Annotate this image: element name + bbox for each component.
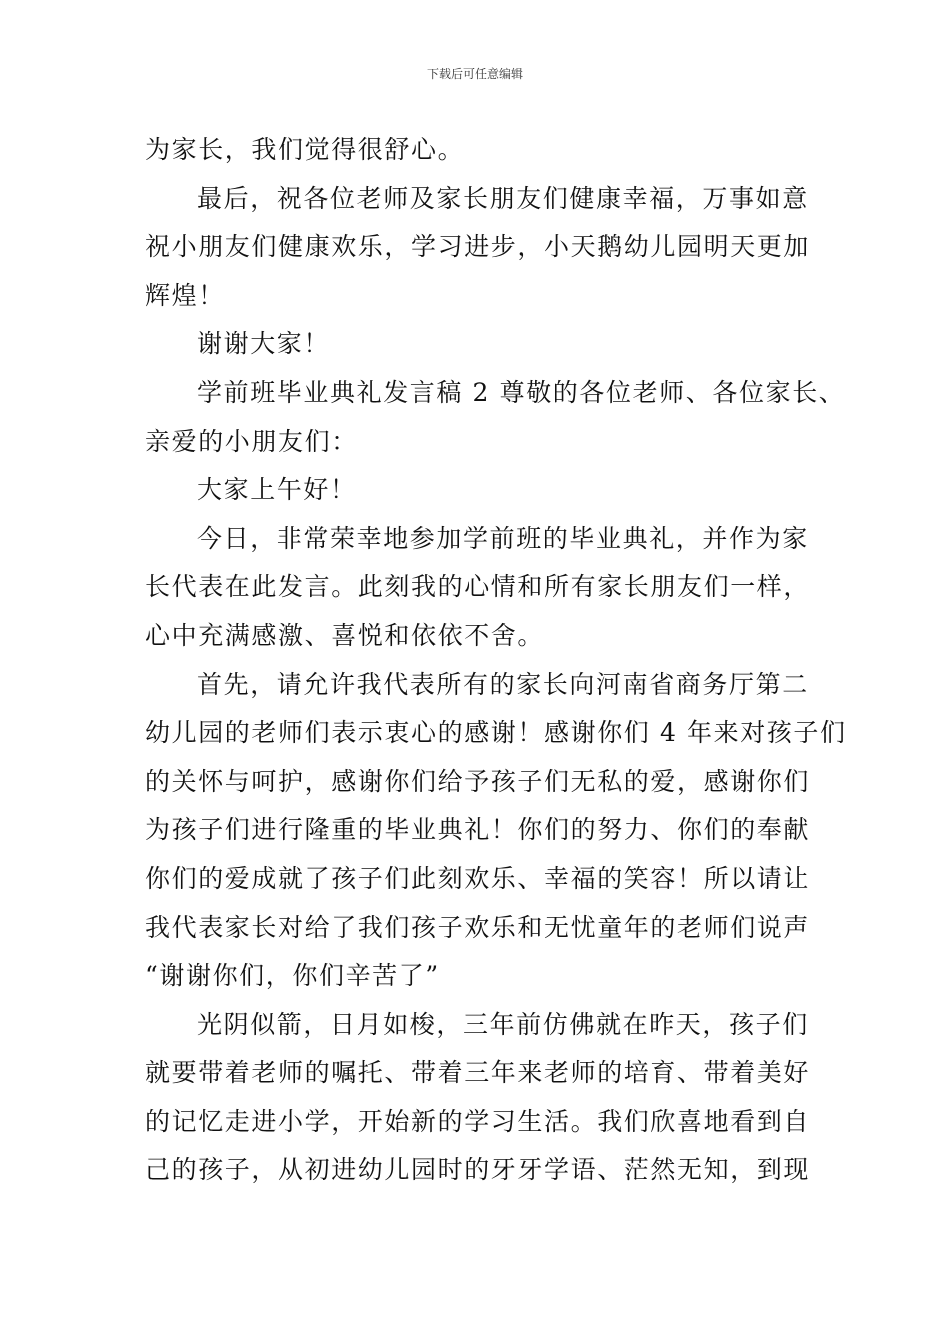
document-body — [145, 126, 847, 1195]
text-line: 首先，请允许我代表所有的家长向河南省商务厅第二 — [197, 669, 809, 699]
text-line: 学前班毕业典礼发言稿 2 尊敬的各位老师、各位家长、 — [197, 377, 846, 407]
text-line: 的记忆走进小学，开始新的学习生活。我们欣喜地看到自 — [145, 1106, 811, 1136]
text-line: 己的孩子，从初进幼儿园时的牙牙学语、茫然无知，到现 — [145, 1155, 811, 1185]
text-line: 大家上午好！ — [197, 475, 357, 505]
text-line: 最后，祝各位老师及家长朋友们健康幸福，万事如意 — [197, 183, 809, 213]
text-line: 谢谢大家！ — [197, 329, 331, 359]
text-line: 你们的爱成就了孩子们此刻欢乐、幸福的笑容！所以请让 — [145, 863, 811, 893]
text-line: 长代表在此发言。此刻我的心情和所有家长朋友们一样， — [145, 572, 811, 602]
text-line: 为孩子们进行隆重的毕业典礼！你们的努力、你们的奉献 — [145, 815, 811, 845]
text-line: 辉煌！ — [145, 280, 225, 310]
text-line: 今日，非常荣幸地参加学前班的毕业典礼，并作为家 — [197, 523, 809, 553]
text-line: 光阴似箭，日月如梭，三年前仿佛就在昨天，孩子们 — [197, 1009, 809, 1039]
text-line: 就要带着老师的嘱托、带着三年来老师的培育、带着美好 — [145, 1058, 811, 1088]
text-line: 的关怀与呵护，感谢你们给予孩子们无私的爱，感谢你们 — [145, 766, 811, 796]
text-line: 心中充满感激、喜悦和依依不舍。 — [145, 620, 545, 650]
text-line: 为家长，我们觉得很舒心。 — [145, 135, 465, 164]
page-header: 下载后可任意编辑 — [426, 67, 523, 81]
text-line: 亲爱的小朋友们： — [145, 426, 358, 456]
text-line: 我代表家长对给了我们孩子欢乐和无忧童年的老师们说声 — [145, 912, 811, 942]
text-line: “谢谢你们，你们辛苦了” — [145, 961, 440, 991]
text-line: 祝小朋友们健康欢乐，学习进步，小天鹅幼儿园明天更加 — [145, 232, 811, 262]
text-line: 幼儿园的老师们表示衷心的感谢！感谢你们 4 年来对孩子们 — [145, 718, 847, 748]
